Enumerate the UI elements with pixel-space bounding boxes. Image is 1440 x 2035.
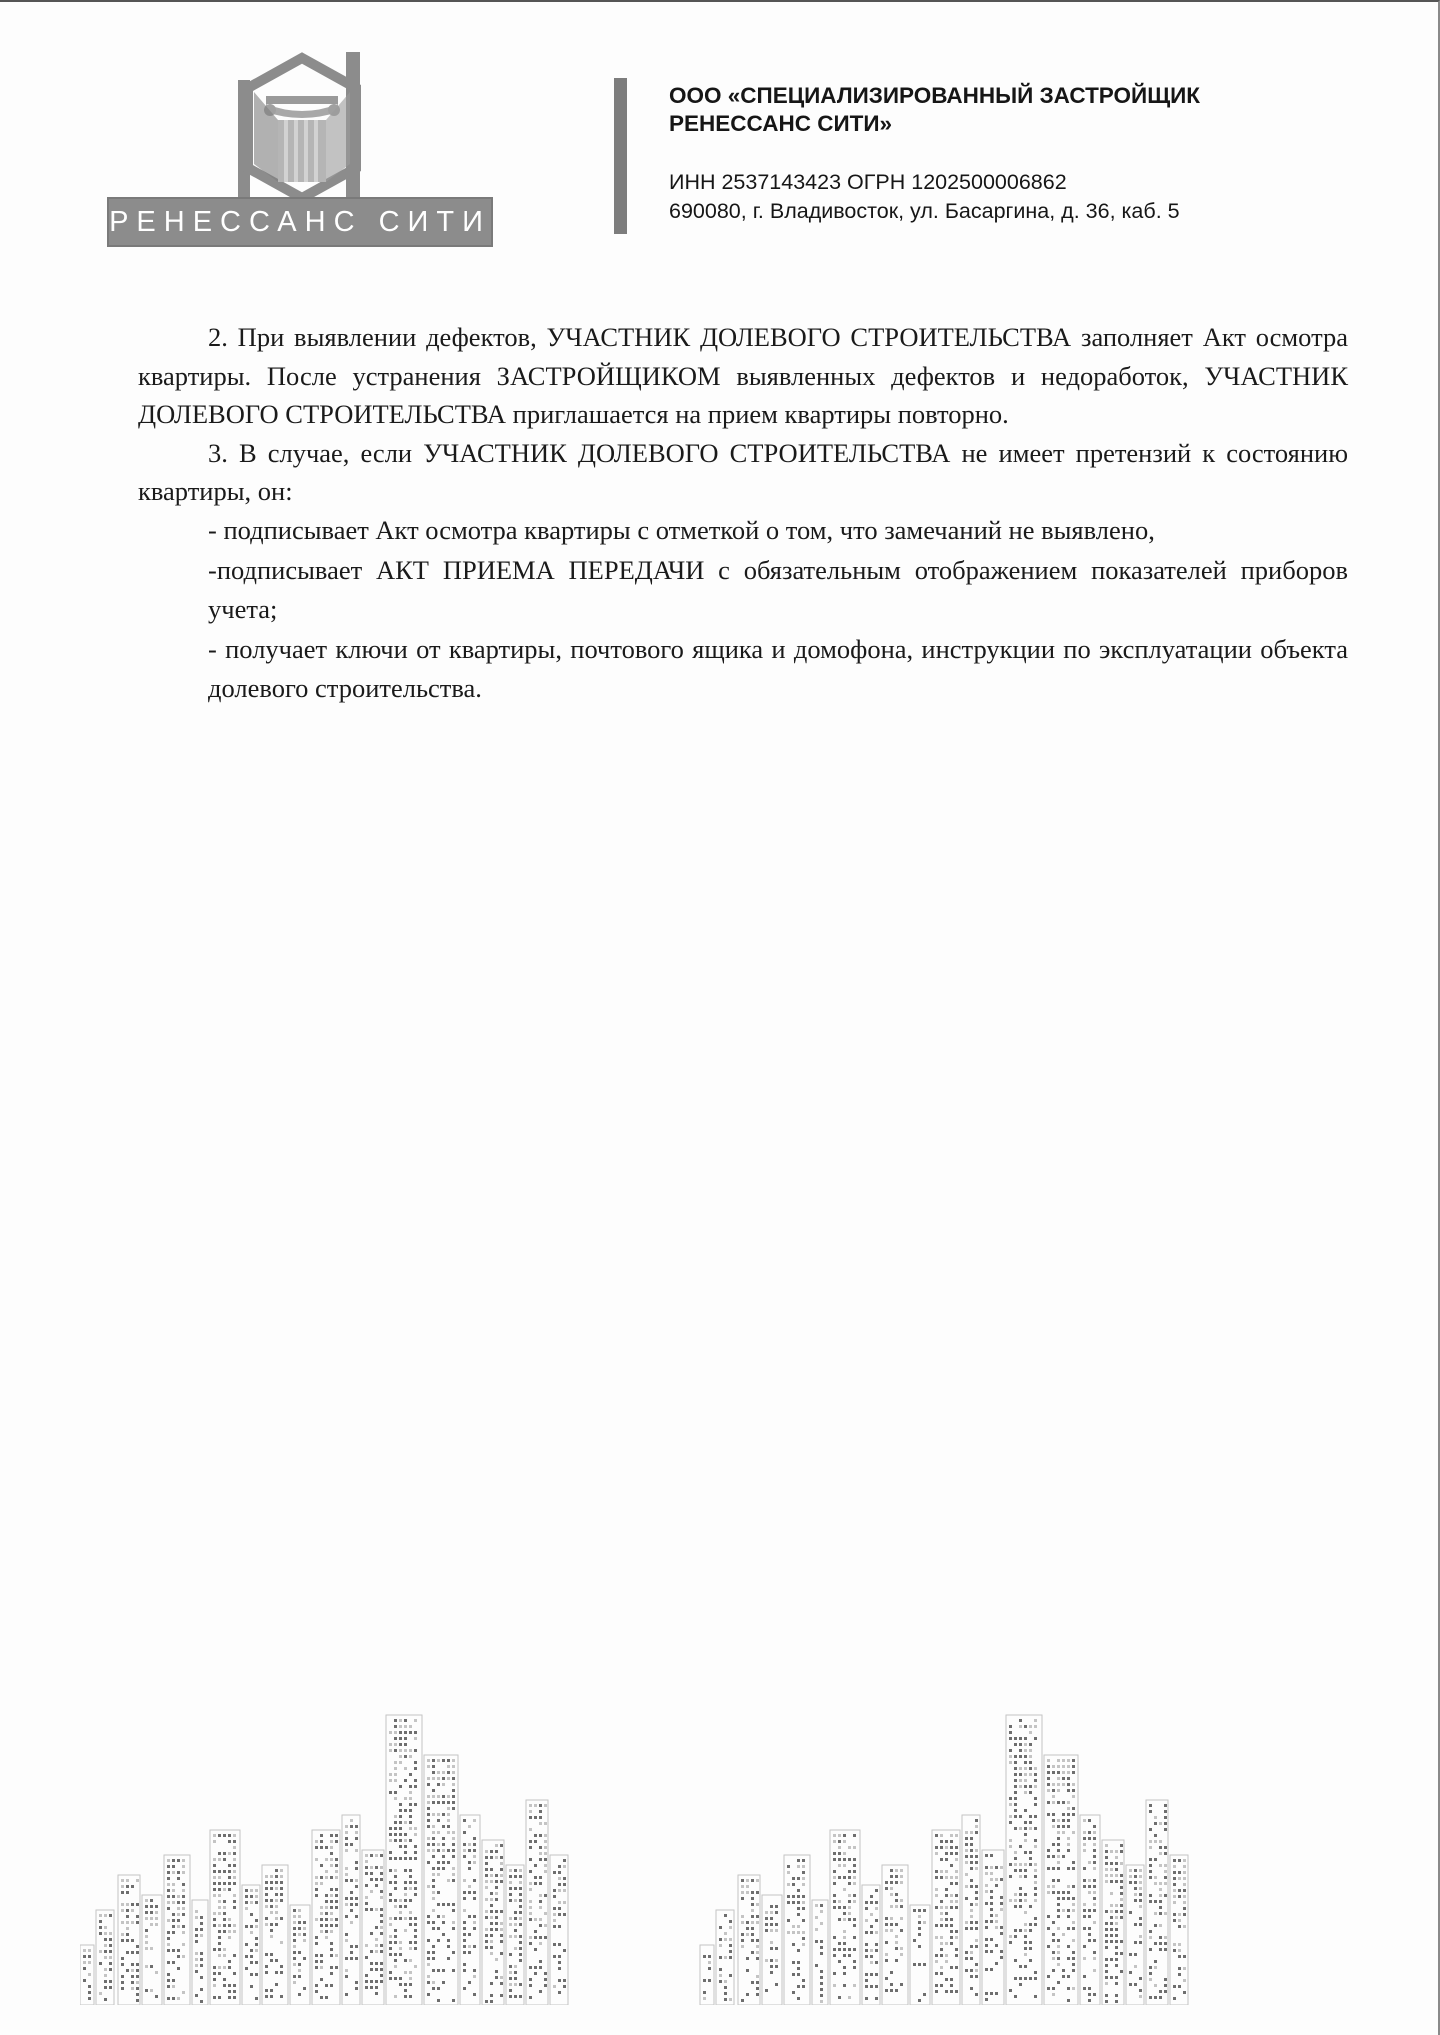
logo-emblem-icon [232,52,372,202]
header-divider [614,78,627,234]
company-logo [107,52,493,246]
bullet-item: -подписывает АКТ ПРИЕМА ПЕРЕДАЧИ с обязательным отображением показателей приборов учета; [208,555,1348,624]
logo-text: РЕНЕССАНС СИТИ [109,205,491,238]
paragraph-item-2: 2. При выявлении дефектов, УЧАСТНИК ДОЛЕВОГО СТРОИТЕЛЬСТВА заполняет Акт осмотра квартиры. После устранения ЗАСТРОЙЩИКОМ выявленных дефектов и недоработок, УЧАСТНИК ДОЛЕВОГО СТРОИТЕЛЬСТВА приглашается на прием квартиры повторно. [138,322,1348,429]
document-body [138,318,1348,707]
paragraph-item-3: 3. В случае, если УЧАСТНИК ДОЛЕВОГО СТРОИТЕЛЬСТВА не имеет претензий к состоянию квартиры, он: [138,437,1348,506]
logo-banner [107,197,493,247]
bullet-item: - подписывает Акт осмотра квартиры с отметкой о том, что замечаний не выявлено, [208,514,1155,545]
organization-name-line1: ООО «СПЕЦИАЛИЗИРОВАННЫЙ ЗАСТРОЙЩИК [669,83,1201,108]
organization-name-line2: РЕНЕССАНС СИТИ» [669,111,893,136]
registration-numbers: ИНН 2537143423 ОГРН 1202500006862 [669,170,1067,194]
bullet-item: - получает ключи от квартиры, почтового ящика и домофона, инструкции по эксплуатации объекта долевого строительства. [208,634,1348,703]
organization-address: 690080, г. Владивосток, ул. Басаргина, д. 36, каб. 5 [669,199,1180,223]
organization-details [669,82,1369,226]
city-skyline-illustration [80,1695,1240,2005]
